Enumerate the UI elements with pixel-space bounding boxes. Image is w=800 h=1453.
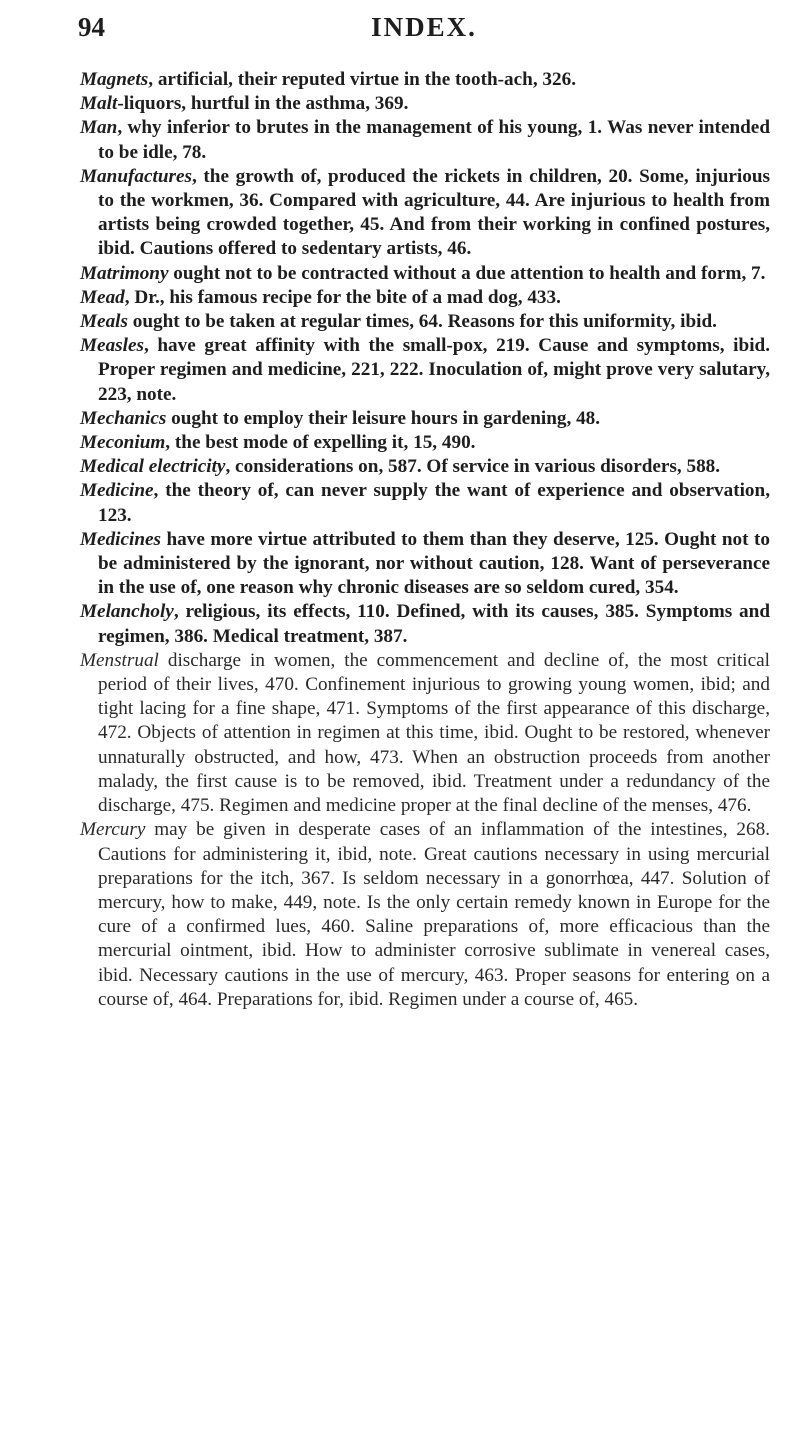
index-entry-malt [80, 92, 770, 116]
index-entry-medicine [80, 479, 770, 527]
entry-text: ought to employ their leisure hours in gardening, 48. [166, 407, 601, 429]
page-header [78, 12, 770, 56]
page-title: INDEX. [371, 12, 477, 42]
index-entry-mechanics [80, 407, 770, 431]
index-entry-melancholy [80, 600, 770, 648]
entry-text: , the theory of, can never supply the want of experience and observation, 123. [98, 480, 770, 526]
index-entry-meconium [80, 431, 770, 455]
entry-text: , Dr., his famous recipe for the bite of a mad dog, 433. [124, 286, 561, 308]
index-entry-manufactures [80, 165, 770, 262]
entry-term: Menstrual [80, 649, 159, 671]
entry-text: , considerations on, 587. Of service in various disorders, 588. [225, 456, 721, 478]
entry-term: Magnets [80, 69, 149, 90]
entry-text: may be given in desperate cases of an inflammation of the intestines, 268. Cautions for administering it, ibid, note. Great cautions necessary in using mercurial preparations for the itch, 367. Is seldom necessary in a gonorrhœa, 447. Solution of mercury, how to make, 449, note. Is the only certain remedy known in Europe for the cure of a confirmed lues, 460. Saline preparations of, more efficacious than the mercurial ointment, ibid. How to administer corrosive sublimate in venereal cases, ibid. Necessary cautions in the use of mercury, 463. Proper seasons for entering on a course of, 464. Preparations for, ibid. Regimen under a course of, 465. [98, 819, 770, 1010]
entry-text: , artificial, their reputed virtue in the tooth-ach, 326. [148, 69, 576, 90]
entry-text: ought not to be contracted without a due attention to health and form, 7. [168, 262, 766, 284]
entry-text: ought to be taken at regular times, 64. Reasons for this uniformity, ibid. [127, 311, 717, 333]
index-entry-medicines [80, 528, 770, 601]
entry-term: Mead [80, 286, 125, 308]
entry-text: , the growth of, produced the rickets in children, 20. Some, injurious to the workmen, 36. Compared with agriculture, 44. Are injurious to health from artists being crowded together, 45. And from their working in confined postures, ibid. Cautions offered to sedentary artists, 46. [98, 165, 770, 260]
entry-term: Matrimony [80, 262, 169, 284]
index-entry-magnets [80, 68, 770, 92]
entry-term: Measles [80, 335, 144, 357]
entry-text: , why inferior to brutes in the management of his young, 1. Was never intended to be idle, 78. [98, 117, 770, 163]
entry-term: Melancholy [80, 601, 174, 623]
entry-term: Meals [80, 311, 128, 333]
index-entry-measles [80, 334, 770, 407]
entry-term: Medicines [80, 528, 162, 550]
index-entries [80, 68, 770, 1012]
index-entry-meals [80, 310, 770, 334]
entry-text: have more virtue attributed to them than they deserve, 125. Ought not to be administered by the ignorant, nor without caution, 128. Want of perseverance in the use of, one reason why chronic diseases are so seldom cured, 354. [98, 528, 770, 599]
index-entry-matrimony [80, 262, 770, 286]
entry-text: , religious, its effects, 110. Defined, with its causes, 385. Symptoms and regimen, 386. Medical treatment, 387. [98, 601, 770, 647]
entry-term: Medical electricity [80, 456, 226, 478]
entry-text: discharge in women, the commencement and decline of, the most critical period of their lives, 470. Confinement injurious to growing young women, ibid; and tight lacing for a fine shape, 471. Symptoms of the first appearance of this discharge, 472. Objects of attention in regimen at this time, ibid. Ought to be restored, whenever unnaturally obstructed, and how, 473. When an obstruction proceeds from another malady, the first cause is to be removed, ibid. Treatment under a redundancy of the discharge, 475. Regimen and medicine proper at the final decline of the menses, 476. [98, 649, 770, 817]
page-number: 94 [78, 12, 105, 42]
entry-term: Manufactures [80, 165, 192, 187]
index-entry-mead [80, 286, 770, 310]
entry-term: Man [80, 117, 118, 139]
entry-text: , the best mode of expelling it, 15, 490. [165, 432, 476, 454]
index-entry-menstrual [80, 649, 770, 818]
entry-text: -liquors, hurtful in the asthma, 369. [117, 93, 409, 115]
index-entry-man [80, 116, 770, 164]
entry-text: , have great affinity with the small-pox, 219. Cause and symptoms, ibid. Proper regimen and medicine, 221, 222. Inoculation of, might prove very salutary, 223, note. [98, 335, 770, 405]
entry-term: Malt [80, 93, 118, 115]
entry-term: Meconium [80, 432, 166, 454]
entry-term: Mercury [80, 819, 146, 841]
entry-term: Medicine [80, 480, 154, 502]
entry-term: Mechanics [80, 407, 167, 429]
index-entry-medical-electricity [80, 455, 770, 479]
index-entry-mercury [80, 818, 770, 1012]
